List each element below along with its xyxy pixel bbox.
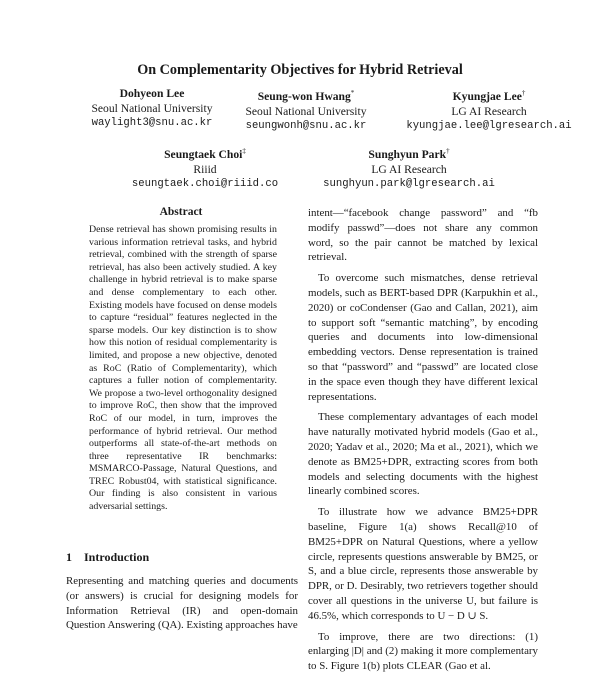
author-affiliation: Seoul National University [245, 104, 367, 118]
section-title: Introduction [84, 550, 150, 564]
author-name: Dohyeon Lee [119, 87, 185, 100]
abstract-text: Dense retrieval has shown promising results in various information retrieval tasks, and hybrid retrieval, combined with the strength of sparse retrieval, has also been actively studied. A key challenge in hybrid retrieval is to make sparse and dense complementary to each other. Existing models have focused on dense models to capture “residual” features neglected in the sparse models. Our key distinction is to show how this notion of residual complementarity is limited, and propose a new objective, denoted as RoC (Ratio of Complementarity), which captures a fuller notion of complementarity. We propose a two-level orthogonality designed to improve RoC, then show that the improved RoC of our model, in turn, improves the performance of hybrid retrieval. Our method outperforms all state-of-the-art methods on three representative IR benchmarks: MSMARCO-Passage, Natural Questions, and TREC Robust04, with statistical significance. Our finding is also consistent in various adversarial settings. [89, 224, 277, 513]
author-block-5 [304, 144, 514, 192]
author-email: seungwonh@snu.ac.kr [245, 119, 367, 132]
author-block-4 [110, 144, 300, 192]
abstract-heading: Abstract [159, 206, 203, 218]
author-block-1 [72, 86, 232, 131]
paragraph: To illustrate how we advance BM25+DPR baseline, Figure 1(a) shows Recall@10 of BM25+DPR on Natural Questions, where a yellow circle, represents questions answerable by BM25, or S, and a blue circle, represents those answerable by DPR, or D. Desirably, two retrievers together should cover all questions in the universe U, but failure is 46.5%, which corresponds to U − D ∪ S. [308, 506, 538, 622]
paragraph: To improve, there are two directions: (1) enlarging |D| and (2) making it more complementary to S. Figure 1(b) plots CLEAR (Gao et al. [308, 630, 538, 673]
author-affiliation: Seoul National University [91, 102, 213, 115]
author-mark: † [521, 89, 526, 97]
author-email: sunghyun.park@lgresearch.ai [323, 177, 495, 190]
author-affiliation: LG AI Research [371, 162, 447, 176]
paragraph: These complementary advantages of each model have naturally motivated hybrid models (Gao et al., 2020; Yadav et al., 2020; Ma et al., 2021), which we denote as BM25+DPR, extracting scores from both models and selecting documents with the highest linearly combined scores. [308, 411, 538, 498]
author-email: kyungjae.lee@lgresearch.ai [406, 119, 572, 132]
author-mark: * [350, 89, 355, 97]
author-name: Seungtaek Choi [164, 147, 243, 161]
author-name: Seung-won Hwang [257, 89, 351, 103]
paper-title: On Complementarity Objectives for Hybrid Retrieval [137, 62, 463, 78]
author-affiliation: Riiid [193, 162, 217, 176]
section-number: 1 [66, 550, 72, 564]
author-name: Sunghyun Park [368, 147, 447, 161]
paragraph: intent—“facebook change password” and “fb modify passwd”—does not share any common word, so the pair cannot be matched by lexical retrieval. [308, 207, 538, 264]
author-affiliation: LG AI Research [451, 104, 527, 118]
author-mark: ‡ [242, 147, 246, 155]
author-name: Kyungjae Lee [452, 89, 522, 103]
paragraph: To overcome such mismatches, dense retrieval models, such as BERT-based DPR (Karpukhin et al., 2020) or coCondenser (Gao and Callan, 2021), aim to support soft “semantic matching”, by encoding queries and documents into low-dimensional embedding vectors. Dense representation is trained so that “password” and “passwd” are located close in the space even though they have different lexical representations. [308, 272, 538, 403]
section-heading [66, 550, 149, 565]
intro-paragraph [66, 574, 298, 633]
intro-text: Representing and matching queries and documents (or answers) is crucial for designing models for Information Retrieval (IR) and open-domain Question Answering (QA). Existing approaches have [66, 575, 298, 632]
author-block-2 [226, 86, 386, 134]
author-email: seungtaek.choi@riiid.co [131, 177, 279, 190]
author-block-3 [384, 86, 594, 134]
author-email: waylight3@snu.ac.kr [91, 117, 213, 129]
right-column [308, 206, 538, 680]
author-mark: † [446, 147, 450, 155]
